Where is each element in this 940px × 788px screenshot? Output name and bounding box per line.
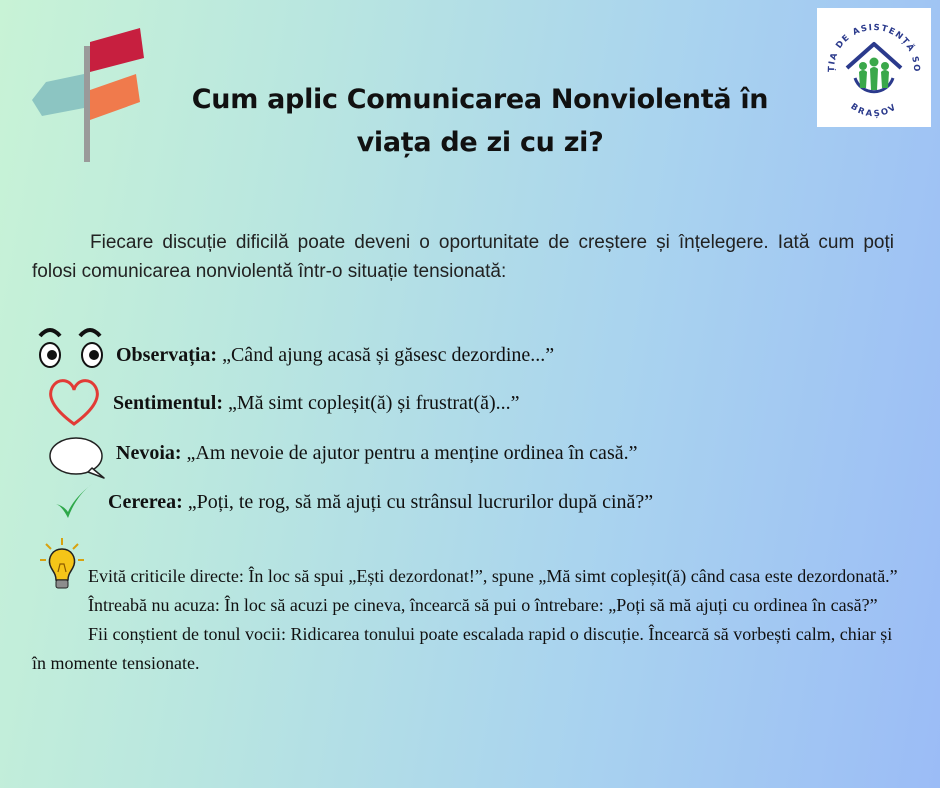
checkmark-icon xyxy=(54,482,94,522)
svg-text:DIRECȚIA DE ASISTENȚĂ SOCIALĂ: ȚIA DE ASISTENȚĂ SO xyxy=(826,22,922,74)
tip-text: Fii conștient de tonul vocii: Ridicarea tonului poate escalada rapid o discuție. Încearcă să vorbești calm, chiar și în momente tensionate. xyxy=(32,624,893,673)
tips-section xyxy=(32,562,902,678)
title-line-2: viața de zi cu zi? xyxy=(356,127,604,158)
organization-logo xyxy=(817,8,931,127)
step-need xyxy=(116,442,637,465)
step-observation xyxy=(116,344,554,367)
page-title xyxy=(140,78,820,164)
step-text: „Am nevoie de ajutor pentru a menține ordinea în casă.” xyxy=(181,442,638,464)
heart-icon xyxy=(46,376,102,428)
intro-text: Fiecare discuție dificilă poate deveni o oportunitate de creștere și înțelegere. Iată cum poți folosi comunicarea nonviolentă într-o situație tensionată: xyxy=(32,232,894,282)
step-label: Nevoia: xyxy=(116,442,182,464)
intro-paragraph xyxy=(32,228,894,286)
signpost-icon xyxy=(28,28,150,164)
tip-item xyxy=(32,620,902,678)
step-label: Cererea: xyxy=(108,491,183,513)
tip-text: Evită criticile directe: În loc să spui „Ești dezordonat!”, spune „Mă simt copleșit(ă) când casa este dezordonată.” xyxy=(88,566,898,586)
step-request xyxy=(108,491,653,514)
step-label: Observația: xyxy=(116,344,218,366)
tip-item xyxy=(32,591,902,620)
step-label: Sentimentul: xyxy=(113,392,223,414)
step-text: „Mă simt copleșit(ă) și frustrat(ă)...” xyxy=(223,392,520,414)
eyes-icon xyxy=(36,326,108,370)
svg-text:BRAȘOV: BRAȘOV xyxy=(848,101,900,120)
speech-bubble-icon xyxy=(48,436,108,480)
step-feeling xyxy=(113,392,520,415)
logo-emblem-icon xyxy=(817,8,931,127)
step-text: „Când ajung acasă și găsesc dezordine...” xyxy=(217,344,555,366)
title-line-1: Cum aplic Comunicarea Nonviolentă în xyxy=(191,84,769,115)
step-text: „Poți, te rog, să mă ajuți cu strânsul lucrurilor după cină?” xyxy=(182,491,654,513)
tip-item xyxy=(32,562,902,591)
tip-text: Întreabă nu acuza: În loc să acuzi pe cineva, încearcă să pui o întrebare: „Poți să mă ajuți cu ordinea în casă?” xyxy=(88,595,878,615)
